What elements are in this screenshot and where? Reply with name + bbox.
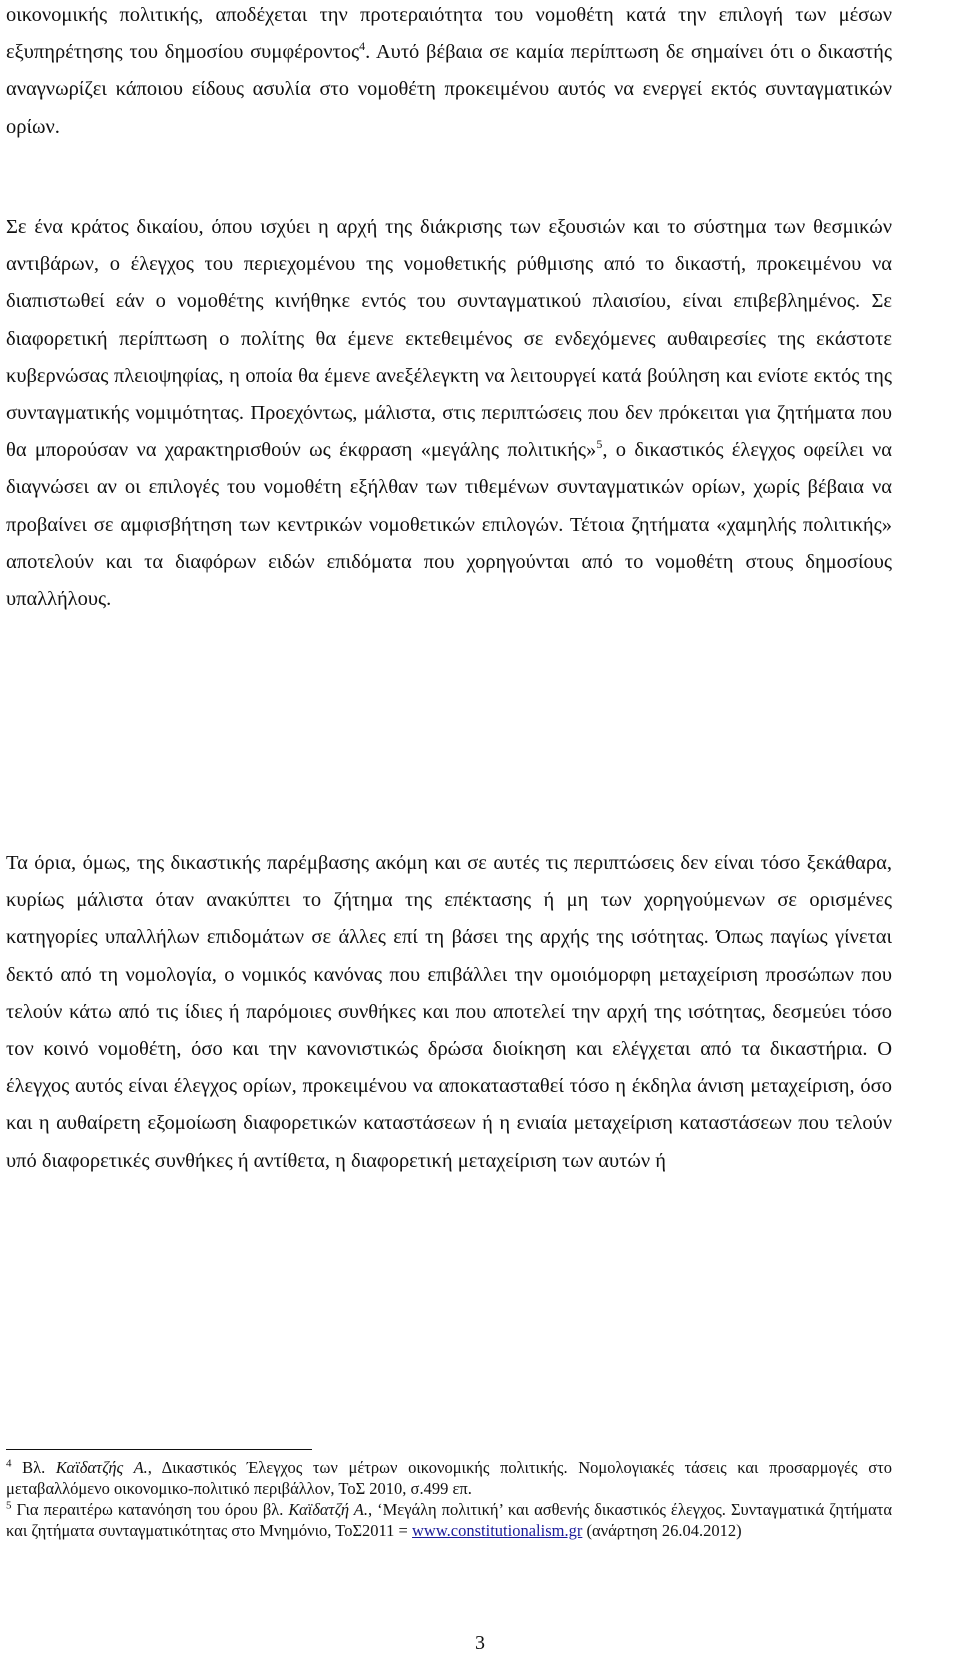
paragraph-2-text-a: Σε ένα κράτος δικαίου, όπου ισχύει η αρχή της διάκρισης των εξουσιών και το σύστημα των θεσμικών αντιβάρων, ο έλεγχος του περιεχομένου της νομοθετικής ρύθμισης από το δικαστή, προκειμένου να διαπιστωθεί εάν ο νομοθέτης κινήθηκε εντός του συνταγματικού πλαισίου, είναι επιβεβλημένος. Σε διαφορετική περίπτωση ο πολίτης θα έμενε εκτεθειμένος σε ενδεχόμενες αυθαιρεσίες της εκάστοτε κυβερνώσας πλειοψηφίας, η οποία θα έμενε ανεξέλεγκτη να λειτουργεί κατά βούληση και ενίοτε εκτός της συνταγματικής νομιμότητας. Προεχόντως, μάλιστα, στις περιπτώσεις που δεν πρόκειται για ζητήματα που θα μπορούσαν να χαρακτηρισθούν ως έκφραση «μεγάλης πολιτικής»	[6, 216, 892, 462]
footnote-4-author: Καϊδατζής Α.	[55, 1458, 148, 1477]
paragraph-1	[6, 0, 892, 146]
footnote-4-number: 4	[6, 1457, 12, 1470]
footnote-separator	[6, 1449, 312, 1450]
footnote-4-text: , Δικαστικός Έλεγχος των μέτρων οικονομικής πολιτικής. Νομολογιακές τάσεις και προσαρμογές στο μεταβαλλόμενο οικονομικο-πολιτικό περιβάλλον, ΤοΣ 2010, σ.499 επ.	[6, 1458, 892, 1498]
footnote-5-author: Καϊδατζή Α.	[288, 1500, 368, 1519]
paragraph-1-tail: . Αυτό βέβαια σε καμία περίπτωση δε σημαίνει ότι ο δικαστής αναγνωρίζει κάποιου είδους ασυλία στο νομοθέτη προκειμένου αυτός να ενεργεί εκτός συνταγματικών ορίων.	[6, 41, 892, 138]
footnote-4	[6, 1457, 892, 1499]
paragraph-2	[6, 209, 892, 618]
footnote-5-number: 5	[6, 1499, 12, 1512]
footnote-5-prefix: Για περαιτέρω κατανόηση του όρου βλ.	[11, 1500, 289, 1519]
footnotes	[6, 1457, 892, 1541]
paragraph-2-text-b: , ο δικαστικός έλεγχος οφείλει να διαγνώσει αν οι επιλογές του νομοθέτη εξήλθαν των τιθεμένων συνταγματικών ορίων, χωρίς βέβαια να προβαίνει σε αμφισβήτηση των κεντρικών νομοθετικών επιλογών. Τέτοια ζητήματα «χαμηλής πολιτικής» αποτελούν και τα διαφόρων ειδών επιδόματα που χορηγούνται από το νομοθέτη στους δημοσίους υπαλλήλους.	[6, 439, 892, 611]
footnote-5-tail: (ανάρτηση 26.04.2012)	[582, 1521, 742, 1540]
footnote-5	[6, 1499, 892, 1541]
footnote-ref-4[interactable]: 4	[359, 39, 366, 54]
footnote-5-text: , ‘Μεγάλη πολιτική’ και ασθενής δικαστικός έλεγχος. Συνταγματικά ζητήματα και ζητήματα συνταγματικότητας στο Μνημόνιο, ΤοΣ2011 =	[6, 1500, 892, 1540]
paragraph-3-text: Τα όρια, όμως, της δικαστικής παρέμβασης ακόμη και σε αυτές τις περιπτώσεις δεν είναι τόσο ξεκάθαρα, κυρίως μάλιστα όταν ανακύπτει το ζήτημα της επέκτασης ή μη των χορηγούμενων σε ορισμένες κατηγορίες υπαλλήλων επιδομάτων σε άλλες επί τη βάσει της αρχής της ισότητας. Όπως παγίως γίνεται δεκτό από τη νομολογία, ο νομικός κανόνας που επιβάλλει την ομοιόμορφη μεταχείριση προσώπων που τελούν κάτω από τις ίδιες ή παρόμοιες συνθήκες και που αποτελεί την αρχή της ισότητας, δεσμεύει τόσο τον κοινό νομοθέτη, όσο και την κανονιστικώς δρώσα διοίκηση και ελέγχεται από τα δικαστήρια. Ο έλεγχος αυτός είναι έλεγχος ορίων, προκειμένου να αποκατασταθεί τόσο η έκδηλα άνιση μεταχείριση, όσο και η αυθαίρετη εξομοίωση διαφορετικών καταστάσεων ή η ενιαία μεταχείριση καταστάσεων που τελούν υπό διαφορετικές συνθήκες ή αντίθετα, η διαφορετική μεταχείριση των αυτών ή	[6, 852, 892, 1172]
paragraph-3	[6, 845, 892, 1180]
footnote-4-prefix: Βλ.	[11, 1458, 56, 1477]
footnote-ref-5[interactable]: 5	[596, 437, 603, 452]
footnote-5-link[interactable]: www.constitutionalism.gr	[412, 1521, 583, 1540]
page-number: 3	[475, 1632, 485, 1654]
paragraph-1-text: οικονομικής πολιτικής, αποδέχεται την προτεραιότητα του νομοθέτη κατά την επιλογή των μέσων εξυπηρέτησης του δημοσίου συμφέροντος	[6, 4, 892, 64]
